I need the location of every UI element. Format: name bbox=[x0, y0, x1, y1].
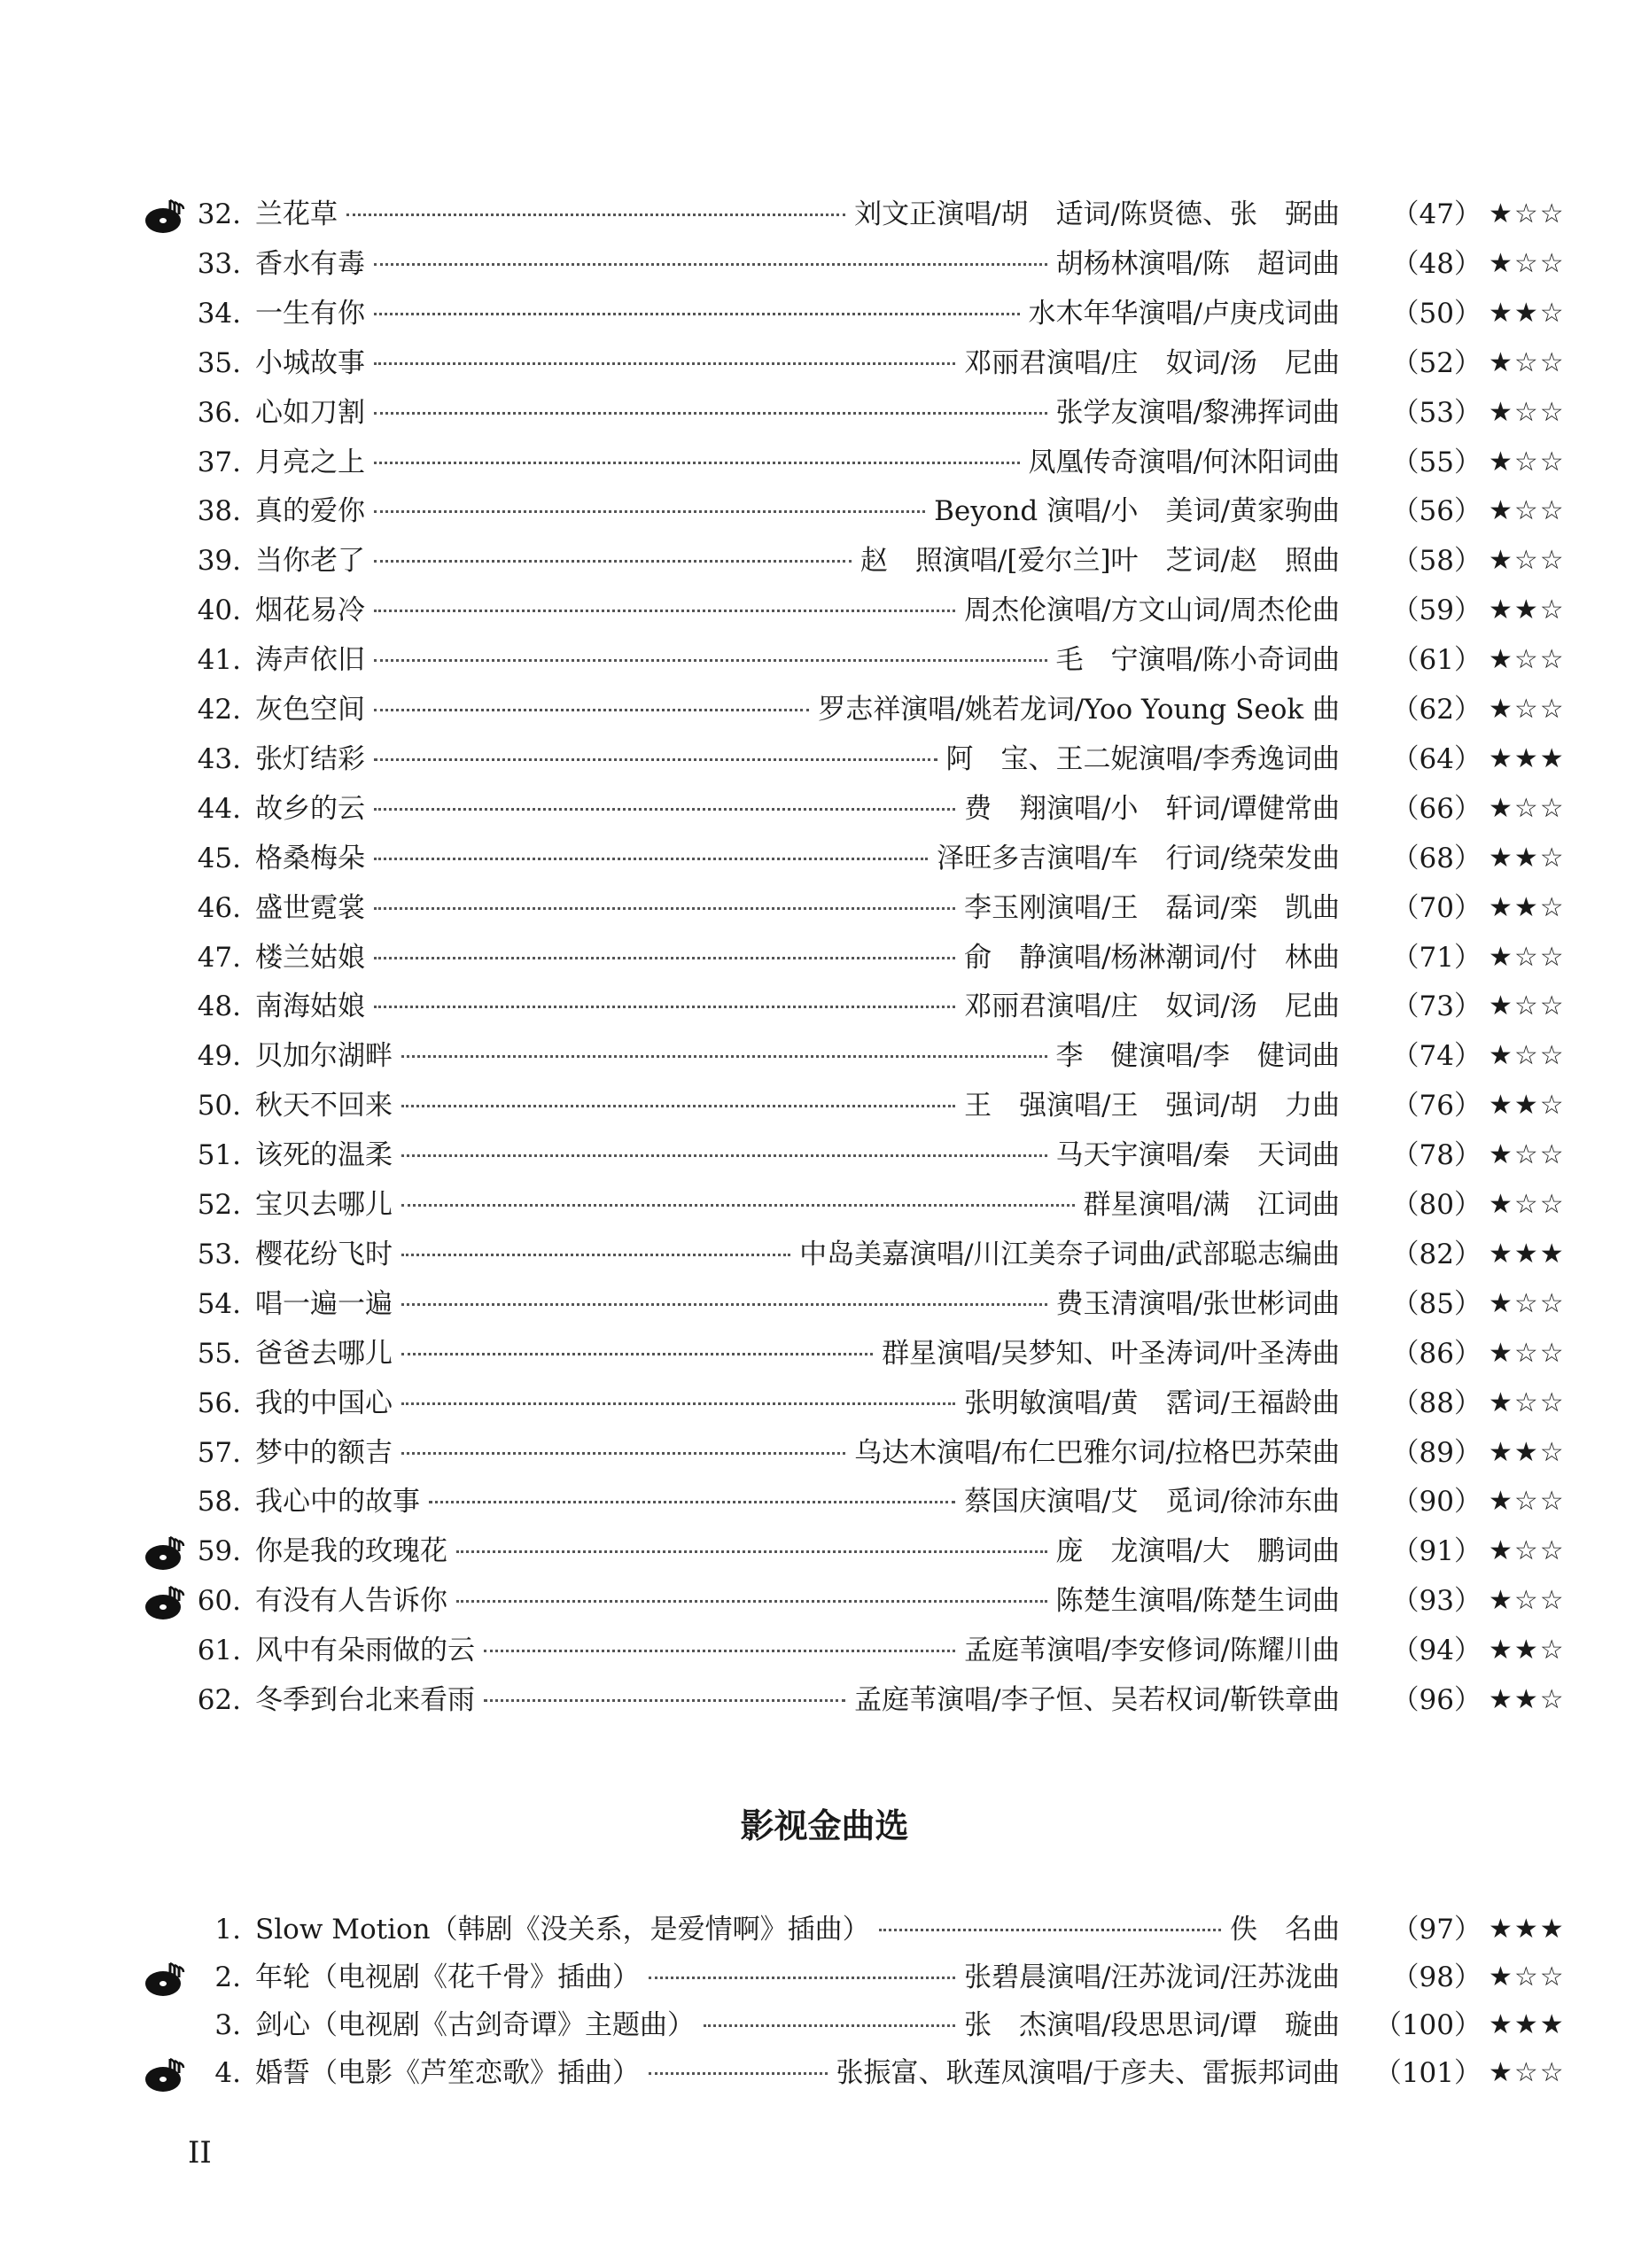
song-number: 61. bbox=[197, 1635, 241, 1667]
song-number: 4. bbox=[214, 2057, 241, 2089]
list-item bbox=[0, 685, 1649, 734]
difficulty-stars: ★★☆ bbox=[1489, 891, 1566, 923]
dot-leader bbox=[429, 1501, 955, 1503]
song-title: 梦中的额吉 bbox=[255, 1436, 393, 1469]
song-number: 36. bbox=[197, 396, 241, 429]
page-ref: （90） bbox=[1391, 1486, 1482, 1518]
list-item bbox=[0, 834, 1649, 883]
dot-leader bbox=[374, 560, 852, 563]
difficulty-stars: ★☆☆ bbox=[1489, 1585, 1566, 1617]
song-title: 有没有人告诉你 bbox=[255, 1585, 447, 1618]
song-title: 格桑梅朵 bbox=[255, 842, 365, 874]
list-item bbox=[0, 1031, 1649, 1081]
song-title: 涛声依旧 bbox=[255, 644, 365, 677]
song-number: 37. bbox=[197, 446, 241, 478]
song-credits: 泽旺多吉演唱/车 行词/绕荣发曲 bbox=[937, 842, 1340, 874]
difficulty-stars: ★☆☆ bbox=[1489, 1961, 1566, 1992]
song-credits: 马天宇演唱/秦 天词曲 bbox=[1055, 1139, 1340, 1172]
song-entry bbox=[255, 1626, 1340, 1675]
song-entry bbox=[255, 834, 1340, 883]
song-credits: 孟庭苇演唱/李子恒、吴若权词/靳铁章曲 bbox=[854, 1684, 1340, 1716]
song-credits: 张学友演唱/黎沸挥词曲 bbox=[1055, 396, 1340, 429]
song-credits: 张振富、耿莲凤演唱/于彦夫、雷振邦词曲 bbox=[836, 2057, 1340, 2089]
difficulty-stars: ★☆☆ bbox=[1489, 198, 1566, 229]
song-credits: 毛 宁演唱/陈小奇词曲 bbox=[1055, 644, 1340, 677]
song-title: 年轮（电视剧《花千骨》插曲） bbox=[255, 1961, 640, 1993]
difficulty-stars: ★☆☆ bbox=[1489, 2057, 1566, 2088]
page-ref: （91） bbox=[1391, 1535, 1482, 1568]
difficulty-stars: ★☆☆ bbox=[1489, 1287, 1566, 1319]
song-number: 59. bbox=[197, 1535, 241, 1568]
song-credits: Beyond 演唱/小 美词/黄家驹曲 bbox=[934, 495, 1340, 528]
song-credits: 阿 宝、王二妮演唱/李秀逸词曲 bbox=[945, 742, 1340, 775]
difficulty-stars: ★☆☆ bbox=[1489, 446, 1566, 478]
song-number: 3. bbox=[214, 2009, 241, 2041]
difficulty-stars: ★☆☆ bbox=[1489, 247, 1566, 279]
page-ref: （89） bbox=[1391, 1436, 1482, 1469]
list-item bbox=[0, 883, 1649, 933]
dot-leader bbox=[401, 1452, 845, 1455]
section-heading: 影视金曲选 bbox=[740, 1806, 909, 1845]
song-entry bbox=[255, 1329, 1340, 1379]
song-credits: 孟庭苇演唱/李安修词/陈耀川曲 bbox=[964, 1635, 1340, 1667]
page-ref: （86） bbox=[1391, 1337, 1482, 1370]
page-number: II bbox=[188, 2135, 212, 2171]
dot-leader bbox=[374, 808, 955, 811]
song-title: 小城故事 bbox=[255, 346, 365, 379]
song-number: 46. bbox=[197, 891, 241, 924]
page-ref: （66） bbox=[1391, 792, 1482, 825]
song-title: 一生有你 bbox=[255, 297, 365, 330]
page-ref: （88） bbox=[1391, 1386, 1482, 1419]
song-entry bbox=[255, 536, 1340, 586]
dot-leader bbox=[374, 412, 1047, 415]
song-number: 53. bbox=[197, 1238, 241, 1270]
dot-leader bbox=[374, 362, 955, 365]
difficulty-stars: ★★☆ bbox=[1489, 842, 1566, 874]
song-title: 真的爱你 bbox=[255, 495, 365, 528]
difficulty-stars: ★☆☆ bbox=[1489, 990, 1566, 1022]
page-ref: （47） bbox=[1391, 198, 1482, 230]
dot-leader bbox=[484, 1699, 845, 1702]
song-credits: 邓丽君演唱/庄 奴词/汤 尼曲 bbox=[964, 346, 1340, 379]
song-number: 56. bbox=[197, 1386, 241, 1419]
song-number: 45. bbox=[197, 842, 241, 874]
song-entry bbox=[255, 635, 1340, 685]
dot-leader bbox=[456, 1600, 1047, 1603]
song-entry bbox=[255, 2000, 1340, 2050]
dot-leader bbox=[401, 1055, 1047, 1058]
list-item bbox=[0, 1675, 1649, 1725]
dot-leader bbox=[649, 1977, 955, 1979]
list-item bbox=[0, 1576, 1649, 1626]
song-credits: 张碧晨演唱/汪苏泷词/汪苏泷曲 bbox=[964, 1961, 1340, 1993]
page-ref: （56） bbox=[1391, 495, 1482, 528]
difficulty-stars: ★★★ bbox=[1489, 1238, 1566, 1270]
dot-leader bbox=[401, 1154, 1047, 1157]
song-entry bbox=[255, 438, 1340, 487]
song-title: 当你老了 bbox=[255, 545, 365, 578]
song-title: 风中有朵雨做的云 bbox=[255, 1635, 475, 1667]
dot-leader bbox=[401, 1254, 790, 1256]
dot-leader bbox=[374, 957, 955, 959]
song-credits: 凤凰传奇演唱/何沐阳词曲 bbox=[1028, 446, 1340, 478]
dot-leader bbox=[374, 462, 1020, 464]
difficulty-stars: ★☆☆ bbox=[1489, 545, 1566, 577]
dot-leader bbox=[374, 263, 1047, 266]
song-number: 52. bbox=[197, 1189, 241, 1221]
difficulty-stars: ★☆☆ bbox=[1489, 694, 1566, 725]
list-item bbox=[0, 1379, 1649, 1428]
list-item bbox=[0, 933, 1649, 983]
song-credits: 庞 龙演唱/大 鹏词曲 bbox=[1055, 1535, 1340, 1568]
difficulty-stars: ★☆☆ bbox=[1489, 1386, 1566, 1418]
page-ref: （48） bbox=[1391, 247, 1482, 280]
song-entry bbox=[255, 338, 1340, 388]
page-ref: （70） bbox=[1391, 891, 1482, 924]
song-number: 49. bbox=[197, 1040, 241, 1073]
song-entry bbox=[255, 784, 1340, 834]
list-item bbox=[0, 784, 1649, 834]
page-ref: （100） bbox=[1373, 2009, 1482, 2041]
song-credits: 赵 照演唱/[爱尔兰]叶 芝词/赵 照曲 bbox=[860, 545, 1340, 578]
song-credits: 罗志祥演唱/姚若龙词/Yoo Young Seok 曲 bbox=[818, 694, 1340, 726]
difficulty-stars: ★☆☆ bbox=[1489, 644, 1566, 676]
list-item bbox=[0, 1279, 1649, 1329]
page-ref: （96） bbox=[1391, 1684, 1482, 1716]
song-title: 我的中国心 bbox=[255, 1386, 393, 1419]
page-ref: （53） bbox=[1391, 396, 1482, 429]
list-item bbox=[0, 1526, 1649, 1576]
song-entry bbox=[255, 1477, 1340, 1526]
difficulty-stars: ★★☆ bbox=[1489, 297, 1566, 329]
page-ref: （59） bbox=[1391, 594, 1482, 627]
song-entry bbox=[255, 1279, 1340, 1329]
page-ref: （58） bbox=[1391, 545, 1482, 578]
song-entry bbox=[255, 933, 1340, 983]
song-number: 41. bbox=[197, 644, 241, 677]
list-item bbox=[0, 388, 1649, 438]
page-ref: （73） bbox=[1391, 990, 1482, 1023]
page-ref: （93） bbox=[1391, 1585, 1482, 1618]
difficulty-stars: ★★★ bbox=[1489, 2009, 1566, 2040]
dot-leader bbox=[374, 907, 955, 910]
page-ref: （82） bbox=[1391, 1238, 1482, 1270]
song-entry bbox=[255, 239, 1340, 289]
song-number: 48. bbox=[197, 990, 241, 1023]
song-title: 烟花易冷 bbox=[255, 594, 365, 627]
page-ref: （74） bbox=[1391, 1040, 1482, 1073]
song-entry bbox=[255, 2048, 1340, 2098]
song-title: 该死的温柔 bbox=[255, 1139, 393, 1172]
list-item bbox=[0, 1905, 1649, 1954]
song-number: 50. bbox=[197, 1090, 241, 1122]
song-entry bbox=[255, 982, 1340, 1031]
song-credits: 蔡国庆演唱/艾 觅词/徐沛东曲 bbox=[964, 1486, 1340, 1518]
dot-leader bbox=[704, 2024, 955, 2027]
difficulty-stars: ★★☆ bbox=[1489, 1090, 1566, 1122]
dot-leader bbox=[374, 659, 1047, 662]
song-title: 张灯结彩 bbox=[255, 742, 365, 775]
dot-leader bbox=[374, 1006, 955, 1008]
page-ref: （71） bbox=[1391, 941, 1482, 974]
dot-leader bbox=[374, 858, 928, 860]
song-number: 47. bbox=[197, 941, 241, 974]
list-item bbox=[0, 1626, 1649, 1675]
song-title: 灰色空间 bbox=[255, 694, 365, 726]
song-title: 楼兰姑娘 bbox=[255, 941, 365, 974]
song-number: 55. bbox=[197, 1337, 241, 1370]
difficulty-stars: ★☆☆ bbox=[1489, 1535, 1566, 1567]
song-title: 秋天不回来 bbox=[255, 1090, 393, 1122]
song-credits: 李玉刚演唱/王 磊词/栾 凯曲 bbox=[964, 891, 1340, 924]
song-number: 38. bbox=[197, 495, 241, 528]
song-entry bbox=[255, 1031, 1340, 1081]
song-entry bbox=[255, 1130, 1340, 1180]
page-ref: （80） bbox=[1391, 1189, 1482, 1221]
song-title: 婚誓（电影《芦笙恋歌》插曲） bbox=[255, 2057, 640, 2089]
song-entry bbox=[255, 1675, 1340, 1725]
song-title: 故乡的云 bbox=[255, 792, 365, 825]
song-entry bbox=[255, 586, 1340, 635]
list-item bbox=[0, 1477, 1649, 1526]
page-ref: （61） bbox=[1391, 644, 1482, 677]
song-entry bbox=[255, 685, 1340, 734]
song-title: 宝贝去哪儿 bbox=[255, 1189, 393, 1221]
song-title: 冬季到台北来看雨 bbox=[255, 1684, 475, 1716]
song-credits: 群星演唱/吴梦知、叶圣涛词/叶圣涛曲 bbox=[882, 1337, 1340, 1370]
dot-leader bbox=[401, 1353, 873, 1355]
dot-leader bbox=[374, 610, 955, 612]
dot-leader bbox=[401, 1402, 955, 1405]
song-entry bbox=[255, 1905, 1340, 1954]
song-credits: 俞 静演唱/杨淋潮词/付 林曲 bbox=[964, 941, 1340, 974]
song-credits: 佚 名曲 bbox=[1230, 1914, 1340, 1946]
difficulty-stars: ★☆☆ bbox=[1489, 495, 1566, 527]
list-item bbox=[0, 239, 1649, 289]
song-number: 40. bbox=[197, 594, 241, 627]
page-ref: （76） bbox=[1391, 1090, 1482, 1122]
song-entry bbox=[255, 734, 1340, 784]
song-credits: 群星演唱/满 江词曲 bbox=[1083, 1189, 1340, 1221]
song-credits: 王 强演唱/王 强词/胡 力曲 bbox=[964, 1090, 1340, 1122]
song-entry bbox=[255, 1230, 1340, 1279]
song-entry bbox=[255, 1953, 1340, 2002]
song-number: 1. bbox=[214, 1914, 241, 1946]
song-number: 2. bbox=[214, 1961, 241, 1993]
song-title: 心如刀割 bbox=[255, 396, 365, 429]
song-number: 34. bbox=[197, 297, 241, 330]
list-item bbox=[0, 536, 1649, 586]
list-item bbox=[0, 338, 1649, 388]
song-title: 盛世霓裳 bbox=[255, 891, 365, 924]
song-number: 35. bbox=[197, 346, 241, 379]
list-item bbox=[0, 982, 1649, 1031]
song-credits: 张 杰演唱/段思思词/谭 璇曲 bbox=[964, 2009, 1340, 2041]
song-credits: 费玉清演唱/张世彬词曲 bbox=[1055, 1287, 1340, 1320]
difficulty-stars: ★★★ bbox=[1489, 1914, 1566, 1945]
difficulty-stars: ★★★ bbox=[1489, 742, 1566, 774]
song-credits: 邓丽君演唱/庄 奴词/汤 尼曲 bbox=[964, 990, 1340, 1023]
song-entry bbox=[255, 289, 1340, 338]
list-item bbox=[0, 289, 1649, 338]
difficulty-stars: ★☆☆ bbox=[1489, 346, 1566, 378]
difficulty-stars: ★☆☆ bbox=[1489, 1189, 1566, 1220]
list-item bbox=[0, 1230, 1649, 1279]
song-entry bbox=[255, 1526, 1340, 1576]
difficulty-stars: ★☆☆ bbox=[1489, 1486, 1566, 1518]
song-entry bbox=[255, 1081, 1340, 1130]
song-title: 南海姑娘 bbox=[255, 990, 365, 1023]
song-number: 39. bbox=[197, 545, 241, 578]
dot-leader bbox=[374, 709, 809, 711]
song-credits: 乌达木演唱/布仁巴雅尔词/拉格巴苏荣曲 bbox=[854, 1436, 1340, 1469]
song-entry bbox=[255, 486, 1340, 536]
difficulty-stars: ★☆☆ bbox=[1489, 1139, 1566, 1171]
page-ref: （78） bbox=[1391, 1139, 1482, 1172]
list-item bbox=[0, 586, 1649, 635]
song-credits: 陈楚生演唱/陈楚生词曲 bbox=[1055, 1585, 1340, 1618]
song-title: 唱一遍一遍 bbox=[255, 1287, 393, 1320]
page-ref: （98） bbox=[1391, 1961, 1482, 1993]
list-item bbox=[0, 635, 1649, 685]
page-ref: （101） bbox=[1373, 2057, 1482, 2089]
dot-leader bbox=[346, 214, 845, 216]
song-title: 香水有毒 bbox=[255, 247, 365, 280]
list-item bbox=[0, 734, 1649, 784]
list-item bbox=[0, 2048, 1649, 2098]
dot-leader bbox=[374, 510, 925, 513]
song-title: 爸爸去哪儿 bbox=[255, 1337, 393, 1370]
song-number: 51. bbox=[197, 1139, 241, 1172]
difficulty-stars: ★★☆ bbox=[1489, 1436, 1566, 1468]
song-entry bbox=[255, 883, 1340, 933]
list-item bbox=[0, 1130, 1649, 1180]
page-ref: （94） bbox=[1391, 1635, 1482, 1667]
song-entry bbox=[255, 1576, 1340, 1626]
song-entry bbox=[255, 190, 1340, 239]
page-ref: （64） bbox=[1391, 742, 1482, 775]
song-title: 剑心（电视剧《古剑奇谭》主题曲） bbox=[255, 2009, 695, 2041]
page-ref: （62） bbox=[1391, 694, 1482, 726]
song-number: 42. bbox=[197, 694, 241, 726]
list-item bbox=[0, 190, 1649, 239]
song-number: 32. bbox=[197, 198, 241, 230]
song-title: 贝加尔湖畔 bbox=[255, 1040, 393, 1073]
difficulty-stars: ★★☆ bbox=[1489, 1684, 1566, 1715]
dot-leader bbox=[374, 758, 937, 761]
page-ref: （55） bbox=[1391, 446, 1482, 478]
dot-leader bbox=[456, 1550, 1047, 1553]
dot-leader bbox=[401, 1105, 955, 1107]
song-title: 你是我的玫瑰花 bbox=[255, 1535, 447, 1568]
list-item bbox=[0, 2000, 1649, 2050]
song-entry bbox=[255, 1428, 1340, 1478]
difficulty-stars: ★☆☆ bbox=[1489, 1040, 1566, 1072]
list-item bbox=[0, 1953, 1649, 2002]
page-ref: （97） bbox=[1391, 1914, 1482, 1946]
song-number: 60. bbox=[197, 1585, 241, 1618]
song-credits: 费 翔演唱/小 轩词/谭健常曲 bbox=[964, 792, 1340, 825]
song-credits: 胡杨林演唱/陈 超词曲 bbox=[1055, 247, 1340, 280]
page-ref: （52） bbox=[1391, 346, 1482, 379]
page-ref: （68） bbox=[1391, 842, 1482, 874]
page-ref: （50） bbox=[1391, 297, 1482, 330]
song-number: 54. bbox=[197, 1287, 241, 1320]
song-credits: 中岛美嘉演唱/川江美奈子词曲/武部聪志编曲 bbox=[799, 1238, 1340, 1270]
song-entry bbox=[255, 388, 1340, 438]
song-number: 33. bbox=[197, 247, 241, 280]
page-ref: （85） bbox=[1391, 1287, 1482, 1320]
song-entry bbox=[255, 1180, 1340, 1230]
list-item bbox=[0, 486, 1649, 536]
song-title: 月亮之上 bbox=[255, 446, 365, 478]
song-number: 58. bbox=[197, 1486, 241, 1518]
difficulty-stars: ★★☆ bbox=[1489, 1635, 1566, 1666]
song-credits: 李 健演唱/李 健词曲 bbox=[1055, 1040, 1340, 1073]
list-item bbox=[0, 1180, 1649, 1230]
difficulty-stars: ★☆☆ bbox=[1489, 941, 1566, 973]
difficulty-stars: ★☆☆ bbox=[1489, 396, 1566, 428]
list-item bbox=[0, 438, 1649, 487]
song-number: 44. bbox=[197, 792, 241, 825]
song-title: Slow Motion（韩剧《没关系，是爱情啊》插曲） bbox=[255, 1914, 870, 1946]
dot-leader bbox=[374, 313, 1020, 315]
difficulty-stars: ★☆☆ bbox=[1489, 1337, 1566, 1369]
song-title: 我心中的故事 bbox=[255, 1486, 420, 1518]
song-entry bbox=[255, 1379, 1340, 1428]
song-title: 兰花草 bbox=[255, 198, 338, 230]
list-item bbox=[0, 1329, 1649, 1379]
song-credits: 刘文正演唱/胡 适词/陈贤德、张 弼曲 bbox=[854, 198, 1340, 230]
song-credits: 水木年华演唱/卢庚戌词曲 bbox=[1028, 297, 1340, 330]
song-number: 43. bbox=[197, 742, 241, 775]
song-title: 樱花纷飞时 bbox=[255, 1238, 393, 1270]
song-credits: 张明敏演唱/黄 霑词/王福龄曲 bbox=[964, 1386, 1340, 1419]
dot-leader bbox=[649, 2072, 828, 2075]
song-number: 62. bbox=[197, 1684, 241, 1716]
list-item bbox=[0, 1081, 1649, 1130]
dot-leader bbox=[401, 1204, 1075, 1207]
dot-leader bbox=[879, 1929, 1221, 1931]
song-number: 57. bbox=[197, 1436, 241, 1469]
dot-leader bbox=[401, 1303, 1047, 1306]
list-item bbox=[0, 1428, 1649, 1478]
difficulty-stars: ★★☆ bbox=[1489, 594, 1566, 626]
difficulty-stars: ★☆☆ bbox=[1489, 792, 1566, 824]
song-credits: 周杰伦演唱/方文山词/周杰伦曲 bbox=[964, 594, 1340, 627]
dot-leader bbox=[484, 1650, 955, 1652]
